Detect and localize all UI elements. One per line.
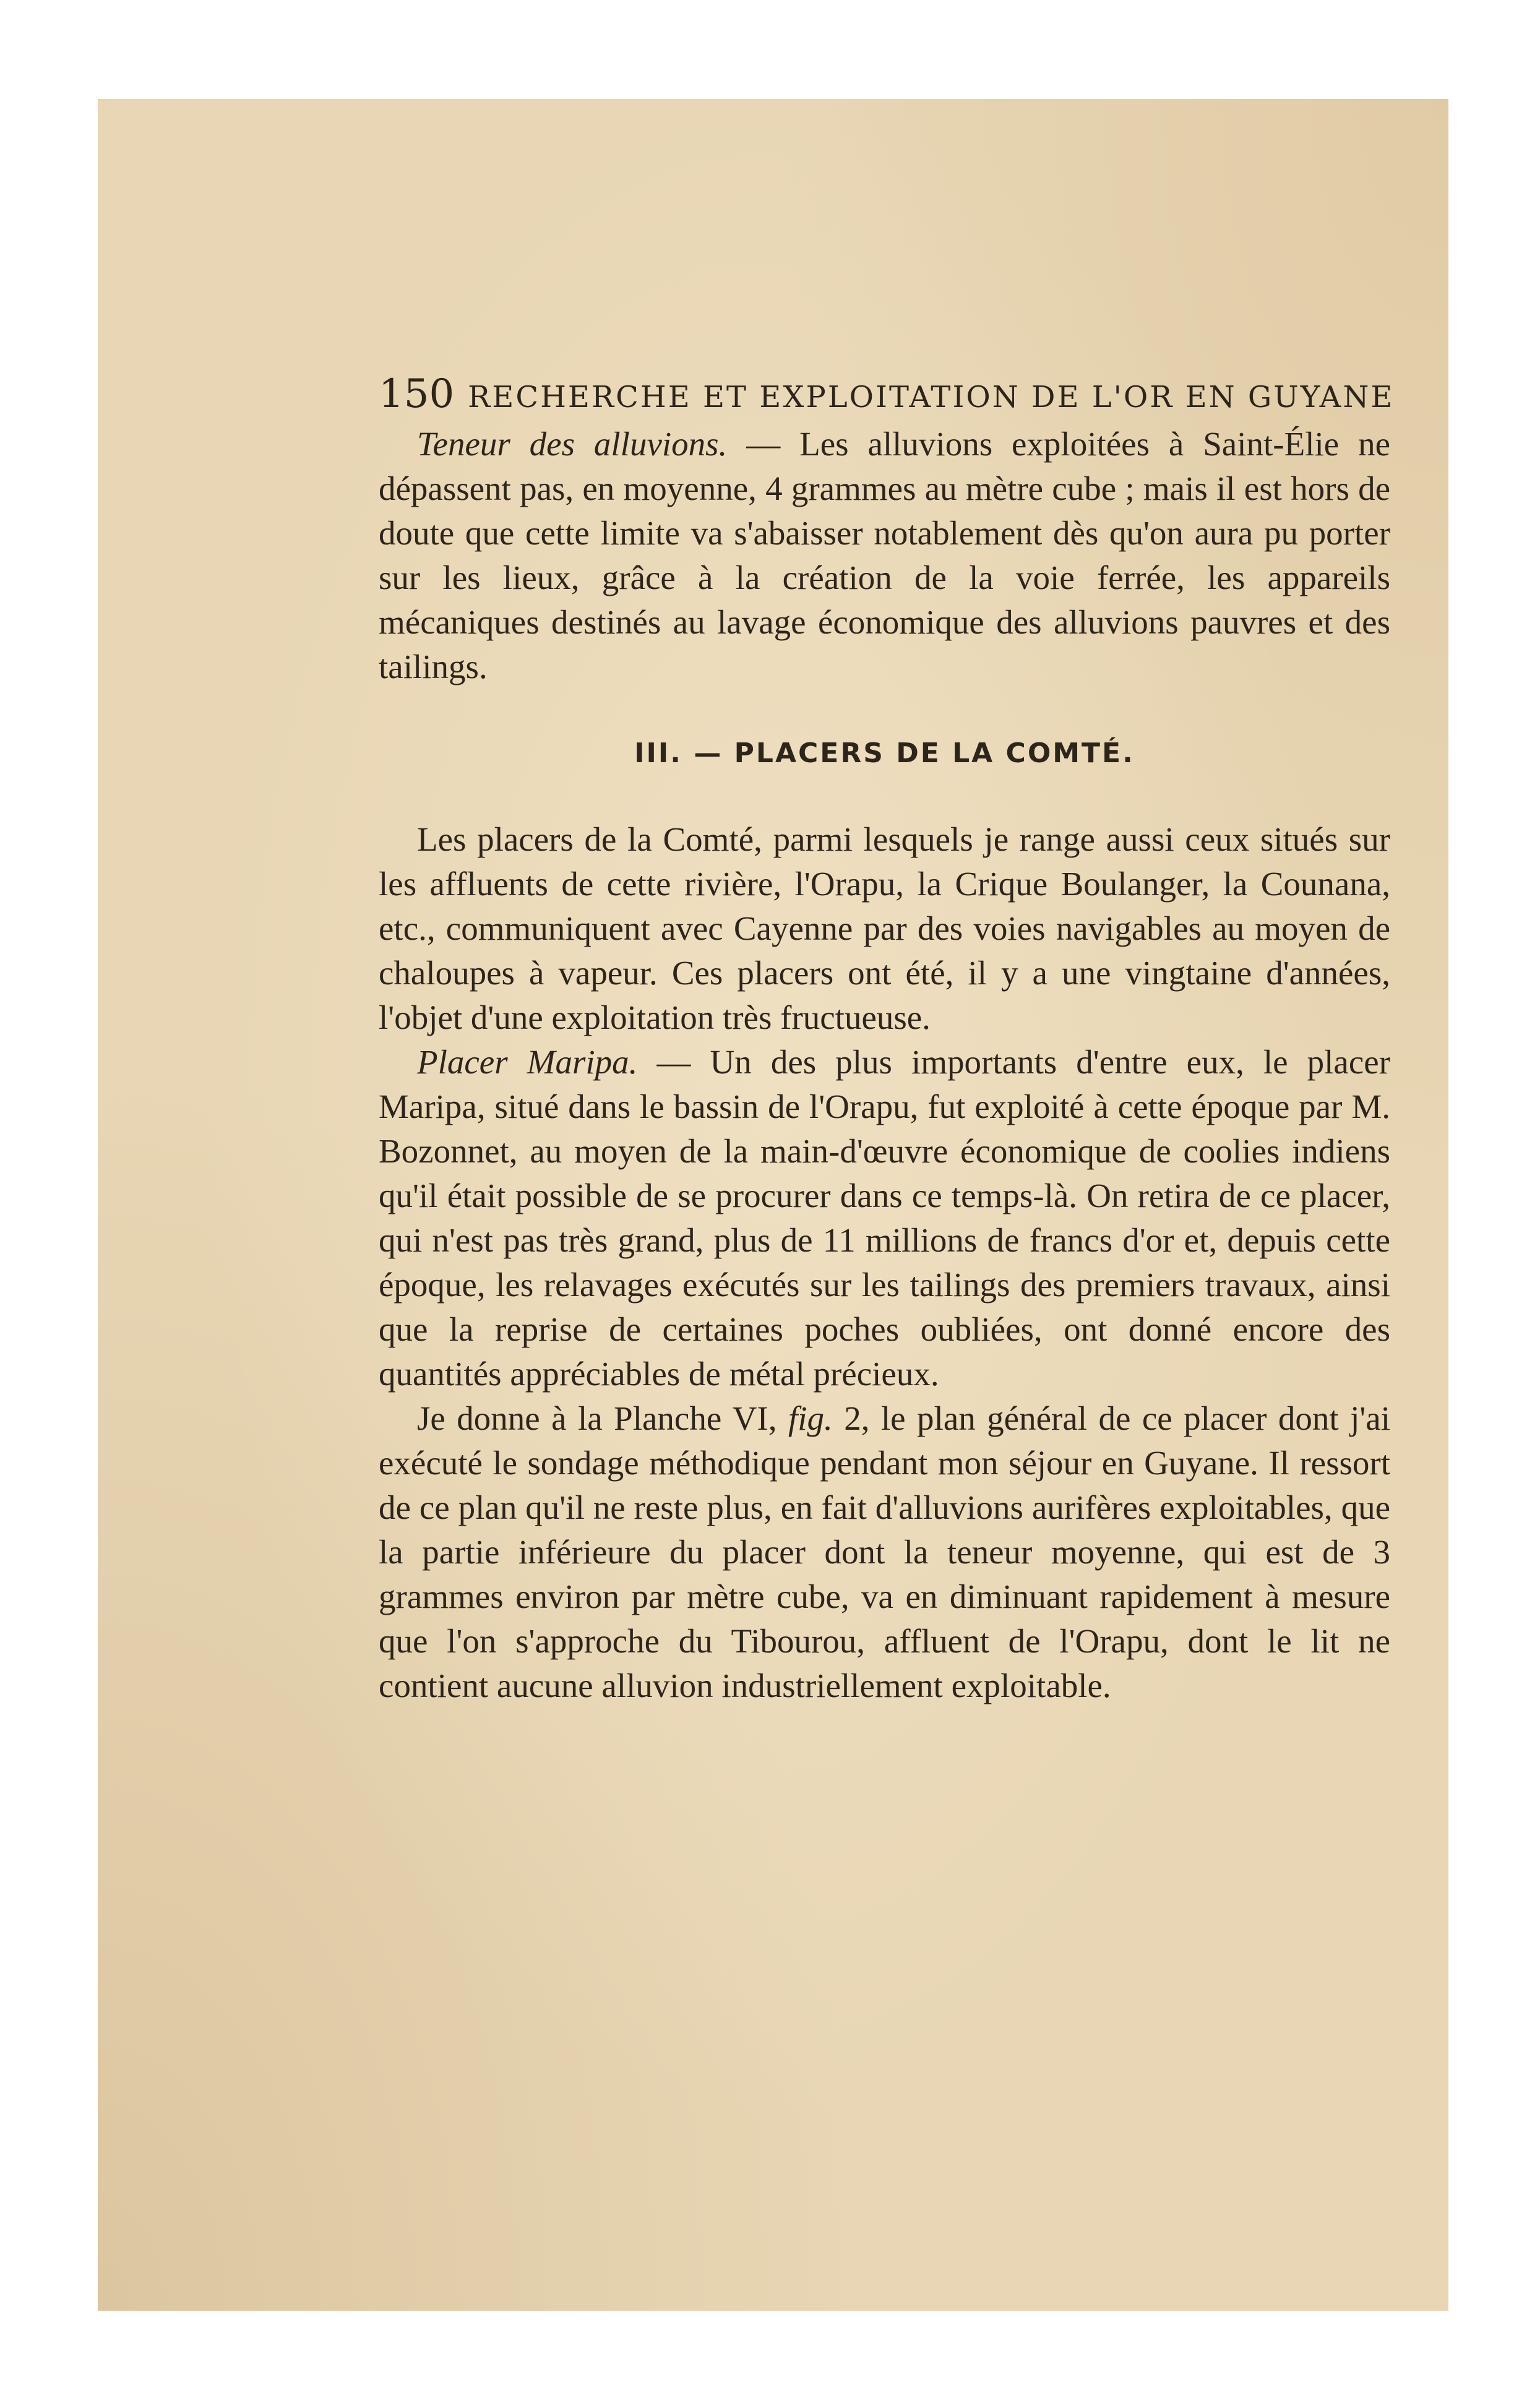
body-text [379, 422, 1390, 1708]
paragraph-lead-maripa: Placer Maripa. [417, 1043, 638, 1081]
paragraph-body-teneur: — Les alluvions exploitées à Saint-Élie ne dépassent pas, en moyenne, 4 grammes au mètre cube ; mais il est hors de doute que cette limite va s'abaisser notablement dès qu'on aura pu porter sur les lieux, grâce à la création de la voie ferrée, les appareils mécaniques destinés au lavage économique des alluvions pauvres et des tailings. [379, 425, 1390, 685]
paragraph-lead-teneur: Teneur des alluvions. [417, 425, 728, 463]
paragraph-before-planche: Je donne à la Planche VI, [417, 1399, 788, 1437]
page-content [379, 371, 1395, 1708]
running-head-title: RECHERCHE ET EXPLOITATION DE L'OR EN GUYANE [468, 380, 1395, 415]
paragraph-placer-maripa [379, 1040, 1390, 1396]
paragraph-placers-comte [379, 817, 1390, 1040]
paragraph-teneur [379, 422, 1390, 689]
book-page [98, 99, 1448, 2311]
figure-reference: fig. [788, 1399, 833, 1437]
section-heading: III. — PLACERS DE LA COMTÉ. [634, 737, 1135, 769]
page-number: 150 [379, 371, 455, 417]
paragraph-planche-vi [379, 1396, 1390, 1708]
paragraph-after-planche: 2, le plan général de ce placer dont j'ai exécuté le sondage méthodique pendant mon séjour en Guyane. Il ressort de ce plan qu'il ne reste plus, en fait d'alluvions aurifères exploitables, que la partie inférieure du placer dont la teneur moyenne, qui est de 3 grammes environ par mètre cube, va en diminuant rapidement à mesure que l'on s'approche du Tibourou, affluent de l'Orapu, dont le lit ne contient aucune alluvion industriellement exploitable. [379, 1399, 1390, 1704]
paragraph-body-maripa: — Un des plus importants d'entre eux, le placer Maripa, situé dans le bassin de l'Orapu, fut exploité à cette époque par M. Bozonnet, au moyen de la main-d'œuvre économique de coolies indiens qu'il était possible de se procurer dans ce temps-là. On retira de ce placer, qui n'est pas très grand, plus de 11 millions de francs d'or et, depuis cette époque, les relavages exécutés sur les tailings des premiers travaux, ainsi que la reprise de certaines poches oubliées, ont donné encore des quantités appréciables de métal précieux. [379, 1043, 1390, 1393]
running-head [379, 371, 1395, 417]
paragraph-body-placers-comte: Les placers de la Comté, parmi lesquels je range aussi ceux situés sur les affluents de cette rivière, l'Orapu, la Crique Boulanger, la Counana, etc., communiquent avec Cayenne par des voies navigables au moyen de chaloupes à vapeur. Ces placers ont été, il y a une vingtaine d'années, l'objet d'une exploitation très fructueuse. [379, 820, 1390, 1036]
